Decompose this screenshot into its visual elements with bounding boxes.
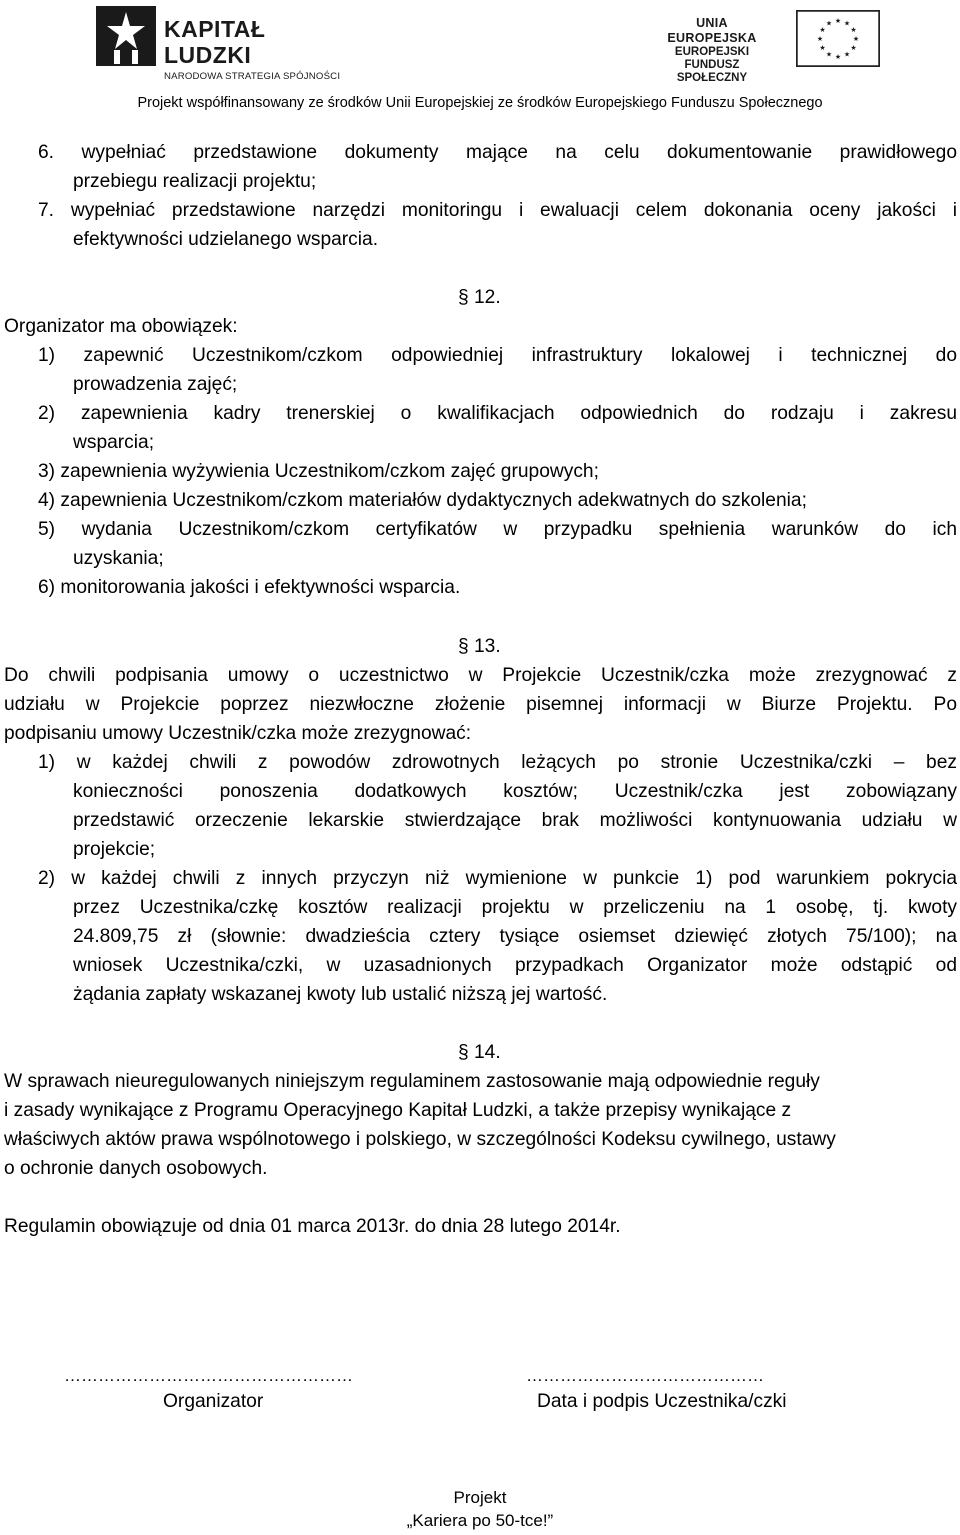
signature-line-participant: ……………………………………	[526, 1366, 764, 1385]
eu-logo	[648, 10, 878, 84]
s13-item2-line5: żądania zapłaty wskazanej kwoty lub ustalić niższą jej wartość.	[73, 984, 608, 1005]
s12-item2-line1: 2) zapewnienia kadry trenerskiej o kwalifikacjach odpowiednich do rodzaju i zakresu	[38, 403, 957, 424]
s12-item6: 6) monitorowania jakości i efektywności wsparcia.	[38, 577, 461, 598]
s14-line2: i zasady wynikające z Programu Operacyjnego Kapitał Ludzki, a także przepisy wynikające z	[4, 1100, 792, 1121]
svg-text:★: ★	[825, 19, 833, 28]
footer-project-name: „Kariera po 50-tce!”	[406, 1511, 554, 1530]
svg-text:★: ★	[843, 50, 851, 59]
eu-line3: FUNDUSZ SPOŁECZNY	[676, 59, 748, 84]
s14-line4: o ochronie danych osobowych.	[4, 1158, 268, 1179]
s13-item1-line3: przedstawić orzeczenie lekarskie stwierdzające brak możliwości kontynuowania udziału w	[73, 810, 957, 831]
s13-item1-line1: 1) w każdej chwili z powodów zdrowotnych leżących po stronie Uczestnika/czki – bez	[38, 752, 957, 773]
kapital-ludzki-logo	[96, 6, 356, 82]
list-item-7-line2: efektywności udzielanego wsparcia.	[73, 229, 379, 250]
section-12-heading: § 12.	[458, 287, 501, 308]
section-14-heading: § 14.	[458, 1042, 501, 1063]
s13-para-line1: Do chwili podpisania umowy o uczestnictwo w Projekcie Uczestnik/czka może zrezygnować z	[4, 665, 957, 686]
section-13-heading: § 13.	[458, 636, 501, 657]
s12-item1-line1: 1) zapewnić Uczestnikom/czkom odpowiedniej infrastruktury lokalowej i technicznej do	[38, 345, 957, 366]
list-item-6-line1: 6. wypełniać przedstawione dokumenty mające na celu dokumentowanie prawidłowego	[38, 142, 957, 163]
s13-para-line3: podpisaniu umowy Uczestnik/czka może zrezygnować:	[4, 723, 472, 744]
s12-item5-line1: 5) wydania Uczestnikom/czkom certyfikatów w przypadku spełnienia warunków do ich	[38, 519, 957, 540]
s13-item2-line2: przez Uczestnika/czkę kosztów realizacji projektu w przeliczeniu na 1 osobę, tj. kwoty	[73, 897, 957, 918]
svg-text:★: ★	[825, 50, 833, 59]
page-header	[0, 0, 960, 118]
svg-text:★: ★	[834, 53, 842, 61]
svg-text:★: ★	[816, 35, 824, 43]
s12-item4: 4) zapewnienia Uczestnikom/czkom materiałów dydaktycznych adekwatnych do szkolenia;	[38, 490, 807, 511]
s14-line3: właściwych aktów prawa wspólnotowego i polskiego, w szczególności Kodeksu cywilnego, ustawy	[4, 1129, 836, 1150]
signature-line-organizer: ……………………………………………	[64, 1366, 353, 1385]
s13-item2-line4: wniosek Uczestnika/czki, w uzasadnionych przypadkach Organizator może odstąpić od	[73, 955, 957, 976]
signature-label-participant: Data i podpis Uczestnika/czki	[537, 1391, 787, 1412]
kapital-ludzki-emblem-icon	[96, 6, 158, 66]
svg-text:★: ★	[819, 44, 826, 52]
signature-label-organizer: Organizator	[163, 1391, 264, 1412]
s12-item2-line2: wsparcia;	[73, 432, 155, 453]
s12-item1-line2: prowadzenia zajęć;	[73, 374, 238, 395]
kapital-ludzki-title: KAPITAŁ LUDZKI	[164, 16, 266, 68]
svg-text:★: ★	[850, 44, 857, 52]
s13-item1-line4: projekcie;	[73, 839, 156, 860]
svg-text:★: ★	[850, 26, 857, 34]
s12-item3: 3) zapewnienia wyżywienia Uczestnikom/czkom zajęć grupowych;	[38, 461, 599, 482]
s12-item5-line2: uzyskania;	[73, 548, 164, 569]
eu-line1: UNIA EUROPEJSKA	[667, 16, 757, 45]
list-item-7-line1: 7. wypełniać przedstawione narzędzi monitoringu i ewaluacji celem dokonania oceny jakości i	[38, 200, 957, 221]
s13-item2-line3: 24.809,75 zł (słownie: dwadzieścia cztery tysiące osiemset dziewięć złotych 75/100); na	[73, 926, 957, 947]
cofinancing-note: Projekt współfinansowany ze środków Unii Europejskiej ze środków Europejskiego Funduszu Społecznego	[137, 95, 823, 111]
footer-project-label: Projekt	[453, 1488, 507, 1507]
validity-statement: Regulamin obowiązuje od dnia 01 marca 2013r. do dnia 28 lutego 2014r.	[4, 1216, 621, 1237]
svg-text:★: ★	[834, 17, 842, 25]
s14-line1: W sprawach nieuregulowanych niniejszym regulaminem zastosowanie mają odpowiednie reguły	[4, 1071, 820, 1092]
kapital-ludzki-subtitle: NARODOWA STRATEGIA SPÓJNOŚCI	[164, 71, 341, 82]
svg-text:★: ★	[843, 19, 851, 28]
eu-flag-icon	[796, 10, 880, 67]
svg-text:★: ★	[852, 35, 860, 43]
section-12-intro: Organizator ma obowiązek:	[4, 316, 238, 337]
s13-para-line2: udziału w Projekcie poprzez niezwłoczne złożenie pisemnej informacji w Biurze Projektu. Po	[4, 694, 957, 715]
eu-line2: EUROPEJSKI	[674, 46, 750, 58]
list-item-6-line2: przebiegu realizacji projektu;	[73, 171, 317, 192]
s13-item1-line2: konieczności ponoszenia dodatkowych kosztów; Uczestnik/czka jest zobowiązany	[73, 781, 957, 802]
s13-item2-line1: 2) w każdej chwili z innych przyczyn niż wymienione w punkcie 1) pod warunkiem pokrycia	[38, 868, 957, 889]
svg-text:★: ★	[819, 26, 826, 34]
